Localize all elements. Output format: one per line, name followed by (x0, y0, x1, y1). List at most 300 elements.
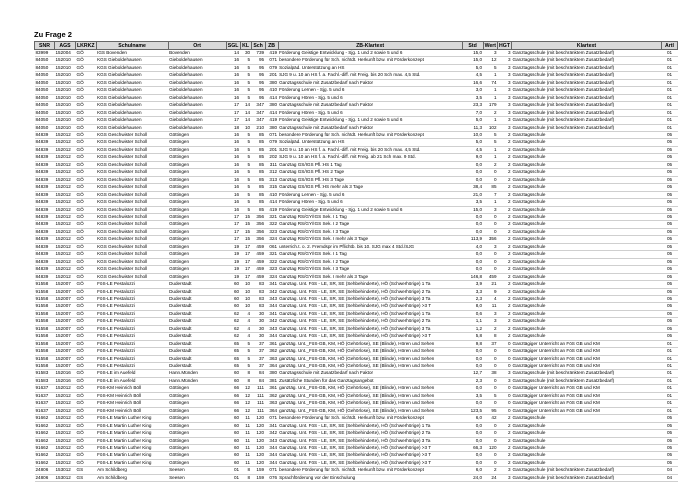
cell-artl: 05 (662, 303, 678, 310)
cell-sch: 30 (251, 310, 265, 317)
cell-schulname: FöS-LE Pestalozzi (96, 333, 168, 340)
cell-schulname: KGS Geschwister Scholl (96, 131, 168, 138)
cell-kl: 17 (240, 273, 251, 280)
cell-lkrkz: GÖ (76, 131, 97, 138)
cell-ort: Göttingen (168, 206, 226, 213)
cell-sgl: 19 (226, 258, 240, 265)
cell-sgl: 16 (226, 79, 240, 86)
cell-zb: 363 (265, 400, 278, 407)
cell-schulname: Am Schildberg (96, 467, 168, 474)
table-row (35, 445, 678, 452)
cell-zb-klartext: Ganztag GS/IGS Pfl.:HS 2 Tage (278, 169, 462, 176)
cell-ort: Göttingen (168, 459, 226, 466)
table-row (35, 221, 678, 228)
cell-wert: 3 (483, 243, 497, 250)
cell-hgt: 3 (498, 474, 512, 481)
cell-snr: 91637 (35, 392, 55, 399)
cell-schulname: FöS-KM Heinrich Böll (96, 392, 168, 399)
cell-lkrkz: GÖ (76, 310, 97, 317)
cell-artl: 05 (662, 161, 678, 168)
table-row (35, 236, 678, 243)
cell-klartext: Ganztägiger Unterricht an FöS GB und KM (512, 407, 662, 414)
cell-artl: 05 (662, 333, 678, 340)
cell-zb: 344 (265, 452, 278, 459)
cell-ags: 152010 (55, 57, 76, 64)
cell-lkrkz: GÖ (76, 251, 97, 258)
cell-wert: 21 (483, 281, 497, 288)
cell-snr: 84839 (35, 139, 55, 146)
cell-sgl: 62 (226, 325, 240, 332)
cell-ort: Göttingen (168, 273, 226, 280)
cell-sch: 459 (251, 273, 265, 280)
cell-kl: 5 (240, 161, 251, 168)
cell-sgl: 16 (226, 139, 240, 146)
cell-ags: 152012 (55, 415, 76, 422)
cell-zb-klartext: Sprachförderung vor der Einschulung (278, 474, 462, 481)
cell-kl: 5 (240, 139, 251, 146)
cell-kl: 14 (240, 102, 251, 109)
cell-lkrkz: GÖ (76, 295, 97, 302)
cell-snr: 91558 (35, 318, 55, 325)
cell-kl: 12 (240, 407, 251, 414)
cell-klartext: Ganztagsschule (mit beschränktem Zusatzbedarf) (512, 124, 662, 131)
cell-kl: 5 (240, 348, 251, 355)
cell-klartext: Ganztagsschule (512, 258, 662, 265)
cell-lkrkz: GÖ (76, 146, 97, 153)
cell-zb: 344 (265, 445, 278, 452)
cell-sch: 120 (251, 445, 265, 452)
cell-snr: 83999 (35, 50, 55, 57)
cell-klartext: Ganztagsschule (512, 213, 662, 220)
cell-schulname: KGS Gieboldehausen (96, 102, 168, 109)
cell-wert: 1 (483, 154, 497, 161)
cell-lkrkz: GÖ (76, 236, 97, 243)
cell-snr: 91558 (35, 355, 55, 362)
table-row (35, 243, 678, 250)
cell-snr: 84839 (35, 161, 55, 168)
cell-sch: 347 (251, 109, 265, 116)
cell-zb-klartext: Ganztag GS/IGS Pfl.:HS 3 Tage (278, 176, 462, 183)
table-row (35, 176, 678, 183)
cell-lkrkz: GÖ (76, 57, 97, 64)
cell-lkrkz: GÖ (76, 266, 97, 273)
cell-lkrkz: GÖ (76, 154, 97, 161)
cell-klartext: Ganztägiger Unterricht an FöS GB und KM (512, 400, 662, 407)
cell-sgl: 17 (226, 228, 240, 235)
cell-wert: 5 (483, 64, 497, 71)
cell-zb-klartext: Ganztag. Unt. FöS - LE, SR, SE (Sehbehinderte), HÖ (Schwerhörige) 2 Ta (278, 318, 462, 325)
cell-zb: 324 (265, 236, 278, 243)
cell-ags: 152007 (55, 310, 76, 317)
table-row (35, 109, 678, 116)
cell-artl: 05 (662, 139, 678, 146)
cell-sgl: 19 (226, 243, 240, 250)
cell-sgl: 60 (226, 370, 240, 377)
cell-artl: 05 (662, 266, 678, 273)
cell-hgt: 2 (498, 310, 512, 317)
cell-klartext: Ganztagsschule (mit beschränktem Zusatzbedarf) (512, 87, 662, 94)
cell-kl: 12 (240, 392, 251, 399)
cell-kl: 5 (240, 131, 251, 138)
cell-sgl: 60 (226, 430, 240, 437)
cell-hgt: 2 (498, 325, 512, 332)
table-row (35, 251, 678, 258)
cell-ags: 152012 (55, 437, 76, 444)
cell-ags: 152012 (55, 452, 76, 459)
cell-klartext: Ganztagsschule (mit beschränktem Zusatzbedarf) (512, 57, 662, 64)
cell-klartext: Ganztagsschule (512, 430, 662, 437)
table-row (35, 400, 678, 407)
cell-klartext: Ganztagsschule (mit beschränktem Zusatzbedarf) (512, 370, 662, 377)
cell-schulname: KGS Geschwister Scholl (96, 184, 168, 191)
cell-ags: 152012 (55, 228, 76, 235)
table-row (35, 348, 678, 355)
cell-sch: 120 (251, 422, 265, 429)
cell-wert: 0 (483, 430, 497, 437)
cell-zb: 414 (265, 94, 278, 101)
cell-zb: 410 (265, 87, 278, 94)
cell-sgl: 16 (226, 154, 240, 161)
cell-zb: 344 (265, 459, 278, 466)
cell-artl: 05 (662, 445, 678, 452)
table-row (35, 363, 678, 370)
cell-schulname: KGS Geschwister Scholl (96, 228, 168, 235)
cell-hgt: 3 (498, 102, 512, 109)
cell-hgt: 2 (498, 139, 512, 146)
cell-kl: 8 (240, 474, 251, 481)
cell-std: 12,7 (462, 370, 483, 377)
cell-ort: Duderstadt (168, 288, 226, 295)
cell-snr: 91558 (35, 303, 55, 310)
cell-kl: 17 (240, 266, 251, 273)
cell-snr: 84839 (35, 251, 55, 258)
cell-kl: 11 (240, 430, 251, 437)
cell-ags: 153012 (55, 467, 76, 474)
cell-wert: 0 (483, 213, 497, 220)
table-row (35, 377, 678, 384)
col-header-ort: Ort (168, 42, 226, 50)
cell-std: 66,3 (462, 445, 483, 452)
cell-lkrkz: GÖ (76, 452, 97, 459)
cell-hgt: 3 (498, 124, 512, 131)
table-row (35, 422, 678, 429)
cell-klartext: Ganztagsschule (512, 169, 662, 176)
table-row (35, 288, 678, 295)
cell-schulname: FöS-LE im Auefeld (96, 377, 168, 384)
cell-hgt: 3 (498, 377, 512, 384)
cell-sch: 84 (251, 370, 265, 377)
cell-kl: 15 (240, 213, 251, 220)
cell-std: 0,0 (462, 355, 483, 362)
cell-klartext: Ganztagsschule (512, 333, 662, 340)
cell-snr: 84839 (35, 146, 55, 153)
cell-artl: 01 (662, 64, 678, 71)
cell-ags: 152012 (55, 213, 76, 220)
cell-snr: 91637 (35, 385, 55, 392)
cell-ort: Göttingen (168, 139, 226, 146)
col-header-sch: Sch (251, 42, 265, 50)
cell-sgl: 60 (226, 459, 240, 466)
cell-klartext: Ganztagsschule (512, 445, 662, 452)
cell-kl: 5 (240, 64, 251, 71)
cell-sch: 347 (251, 117, 265, 124)
cell-schulname: FöS-KM Heinrich Böll (96, 407, 168, 414)
cell-zb: 364 (265, 363, 278, 370)
cell-sch: 210 (251, 124, 265, 131)
cell-wert: 9 (483, 288, 497, 295)
cell-hgt: 2 (498, 251, 512, 258)
cell-snr: 84050 (35, 72, 55, 79)
cell-kl: 5 (240, 94, 251, 101)
cell-zb-klartext: Ganztag. Unt. FöS - LE, SR, SE (Sehbehinderte), HÖ (Schwerhörige) 1 Ta (278, 422, 462, 429)
cell-zb-klartext: Ganztag RS/GY/IGS Sek. I 2 Tage (278, 258, 462, 265)
cell-zb: 342 (265, 318, 278, 325)
cell-lkrkz: GÖ (76, 385, 97, 392)
cell-wert: 11 (483, 303, 497, 310)
cell-hgt: 2 (498, 213, 512, 220)
cell-wert: 2 (483, 109, 497, 116)
cell-zb: 419 (265, 50, 278, 57)
cell-snr: 91558 (35, 325, 55, 332)
cell-klartext: Ganztagsschule (512, 452, 662, 459)
cell-kl: 17 (240, 258, 251, 265)
cell-ags: 152010 (55, 64, 76, 71)
cell-hgt: 0 (498, 355, 512, 362)
cell-kl: 8 (240, 467, 251, 474)
cell-hgt: 0 (498, 392, 512, 399)
cell-ort: Göttingen (168, 430, 226, 437)
cell-zb: 380 (265, 370, 278, 377)
cell-sgl: 60 (226, 452, 240, 459)
cell-snr: 84839 (35, 154, 55, 161)
cell-ags: 152012 (55, 146, 76, 153)
cell-sgl: 62 (226, 310, 240, 317)
cell-klartext: Ganztagsschule (512, 221, 662, 228)
cell-sch: 83 (251, 295, 265, 302)
cell-schulname: KGS Geschwister Scholl (96, 221, 168, 228)
cell-sch: 459 (251, 258, 265, 265)
col-header-wert: Wert (484, 42, 497, 49)
cell-ort: Gieboldehausen (168, 72, 226, 79)
cell-artl: 01 (662, 57, 678, 64)
cell-sgl: 16 (226, 94, 240, 101)
cell-ort: Gieboldehausen (168, 79, 226, 86)
cell-ags: 152007 (55, 348, 76, 355)
cell-klartext: Ganztagsschule (512, 251, 662, 258)
cell-ort: Hann.Münden (168, 377, 226, 384)
cell-lkrkz: GÖ (76, 258, 97, 265)
cell-ort: Göttingen (168, 199, 226, 206)
cell-klartext: Ganztagsschule (512, 228, 662, 235)
cell-artl: 01 (662, 340, 678, 347)
cell-schulname: FöS-KM Heinrich Böll (96, 385, 168, 392)
cell-ags: 152012 (55, 221, 76, 228)
cell-lkrkz: GÖ (76, 117, 97, 124)
cell-wert: 459 (483, 273, 497, 280)
cell-sch: 95 (251, 64, 265, 71)
cell-artl: 05 (662, 281, 678, 288)
cell-ort: Göttingen (168, 213, 226, 220)
cell-zb-klartext: Ganztag. Unt. FöS - LE, SR, SE (Sehbehinderte), HÖ (Schwerhörige) 1 Ta (278, 281, 462, 288)
cell-wert: 3 (483, 318, 497, 325)
table-row (35, 310, 678, 317)
cell-wert: 0 (483, 355, 497, 362)
cell-snr: 84839 (35, 273, 55, 280)
cell-wert: 0 (483, 251, 497, 258)
cell-sch: 85 (251, 206, 265, 213)
cell-kl: 10 (240, 303, 251, 310)
cell-lkrkz: GÖ (76, 392, 97, 399)
cell-klartext: Ganztägiger Unterricht an FöS GB und KM (512, 348, 662, 355)
cell-std: 5,0 (462, 64, 483, 71)
cell-zb: 361 (265, 385, 278, 392)
cell-sgl: 16 (226, 72, 240, 79)
cell-wert: 5 (483, 392, 497, 399)
cell-artl: 01 (662, 87, 678, 94)
cell-ort: Duderstadt (168, 303, 226, 310)
cell-hgt: 0 (498, 348, 512, 355)
cell-sgl: 66 (226, 392, 240, 399)
cell-ags: 152007 (55, 333, 76, 340)
cell-schulname: FöS-LE Pestalozzi (96, 355, 168, 362)
cell-sch: 85 (251, 176, 265, 183)
cell-zb: 312 (265, 169, 278, 176)
cell-lkrkz: GÖ (76, 445, 97, 452)
cell-snr: 84839 (35, 169, 55, 176)
cell-std: 0,0 (462, 176, 483, 183)
cell-kl: 4 (240, 318, 251, 325)
cell-wert: 0 (483, 258, 497, 265)
table-row (35, 415, 678, 422)
cell-std: 0,0 (462, 400, 483, 407)
cell-sgl: 19 (226, 251, 240, 258)
cell-sch: 83 (251, 303, 265, 310)
cell-ags: 152010 (55, 102, 76, 109)
cell-ags: 152012 (55, 206, 76, 213)
cell-artl: 01 (662, 348, 678, 355)
cell-schulname: FöS-LE Martin Luther King (96, 422, 168, 429)
cell-sgl: 16 (226, 169, 240, 176)
cell-hgt: 0 (498, 400, 512, 407)
cell-kl: 15 (240, 236, 251, 243)
cell-zb: 321 (265, 251, 278, 258)
cell-sch: 120 (251, 437, 265, 444)
cell-klartext: Ganztagsschule (512, 273, 662, 280)
cell-snr: 84839 (35, 199, 55, 206)
cell-std: 0,6 (462, 310, 483, 317)
cell-ort: Göttingen (168, 400, 226, 407)
cell-ags: 153012 (55, 474, 76, 481)
cell-snr: 91583 (35, 377, 55, 384)
cell-zb: 361 (265, 340, 278, 347)
cell-snr: 91662 (35, 445, 55, 452)
cell-std: 0,0 (462, 161, 483, 168)
cell-snr: 84839 (35, 206, 55, 213)
cell-hgt: 2 (498, 243, 512, 250)
cell-sgl: 60 (226, 377, 240, 384)
cell-ags: 152004 (55, 50, 76, 57)
cell-kl: 11 (240, 445, 251, 452)
cell-schulname: KGS Geschwister Scholl (96, 154, 168, 161)
cell-sgl: 60 (226, 303, 240, 310)
cell-ort: Duderstadt (168, 355, 226, 362)
cell-snr: 91558 (35, 363, 55, 370)
cell-zb-klartext: besondere Förderung für Sch. nichtdt. Herkunft bzw. mit Förderkonzept (278, 415, 462, 422)
col-header-zb: ZB (265, 42, 278, 50)
cell-ags: 152012 (55, 251, 76, 258)
cell-wert: 120 (483, 445, 497, 452)
cell-sch: 85 (251, 199, 265, 206)
cell-wert: 2 (483, 161, 497, 168)
cell-lkrkz: GS (76, 474, 97, 481)
table-row (35, 370, 678, 377)
cell-hgt: 2 (498, 288, 512, 295)
cell-sgl: 01 (226, 467, 240, 474)
col-header-zb-klartext: ZB-Klartext (278, 42, 462, 50)
cell-ags: 152012 (55, 400, 76, 407)
cell-artl: 05 (662, 459, 678, 466)
cell-zb-klartext: Ganztag. Unt. FöS - LE, SR, SE (Sehbehinderte), HÖ (Schwerhörige) 3 Ta (278, 437, 462, 444)
cell-wert: 12 (483, 57, 497, 64)
cell-std: 4,5 (462, 146, 483, 153)
cell-kl: 5 (240, 154, 251, 161)
cell-klartext: Ganztagsschule (512, 206, 662, 213)
cell-hgt: 2 (498, 191, 512, 198)
cell-zb: 322 (265, 221, 278, 228)
cell-wert: 0 (483, 266, 497, 273)
cell-ags: 152012 (55, 169, 76, 176)
table-row (35, 94, 678, 101)
cell-zb: 315 (265, 184, 278, 191)
cell-schulname: KGS Geschwister Scholl (96, 213, 168, 220)
cell-wert: 0 (483, 459, 497, 466)
cell-lkrkz: GÖ (76, 102, 97, 109)
cell-lkrkz: GÖ (76, 348, 97, 355)
cell-kl: 10 (240, 124, 251, 131)
cell-klartext: Ganztagsschule (512, 459, 662, 466)
cell-lkrkz: GÖ (76, 50, 97, 57)
cell-kl: 5 (240, 57, 251, 64)
cell-kl: 5 (240, 199, 251, 206)
cell-sch: 85 (251, 154, 265, 161)
table-row (35, 266, 678, 273)
cell-snr: 84050 (35, 57, 55, 64)
cell-sch: 459 (251, 243, 265, 250)
cell-wert: 2 (483, 325, 497, 332)
cell-ort: Göttingen (168, 131, 226, 138)
cell-kl: 15 (240, 228, 251, 235)
cell-schulname: FöS-LE Pestalozzi (96, 281, 168, 288)
cell-wert: 37 (483, 340, 497, 347)
cell-sgl: 60 (226, 288, 240, 295)
cell-std: 0,0 (462, 437, 483, 444)
cell-zb: 341 (265, 281, 278, 288)
cell-klartext: Ganztagsschule (512, 295, 662, 302)
cell-sch: 356 (251, 236, 265, 243)
table-row (35, 154, 678, 161)
cell-schulname: KGS Geschwister Scholl (96, 251, 168, 258)
cell-kl: 5 (240, 79, 251, 86)
cell-klartext: Ganztagsschule (512, 415, 662, 422)
cell-std: 0,0 (462, 452, 483, 459)
cell-ags: 152012 (55, 139, 76, 146)
cell-ort: Duderstadt (168, 363, 226, 370)
cell-lkrkz: GÖ (76, 213, 97, 220)
cell-zb: 414 (265, 199, 278, 206)
col-header-hgt: HGT (499, 42, 510, 49)
cell-ags: 152007 (55, 363, 76, 370)
cell-artl: 05 (662, 191, 678, 198)
